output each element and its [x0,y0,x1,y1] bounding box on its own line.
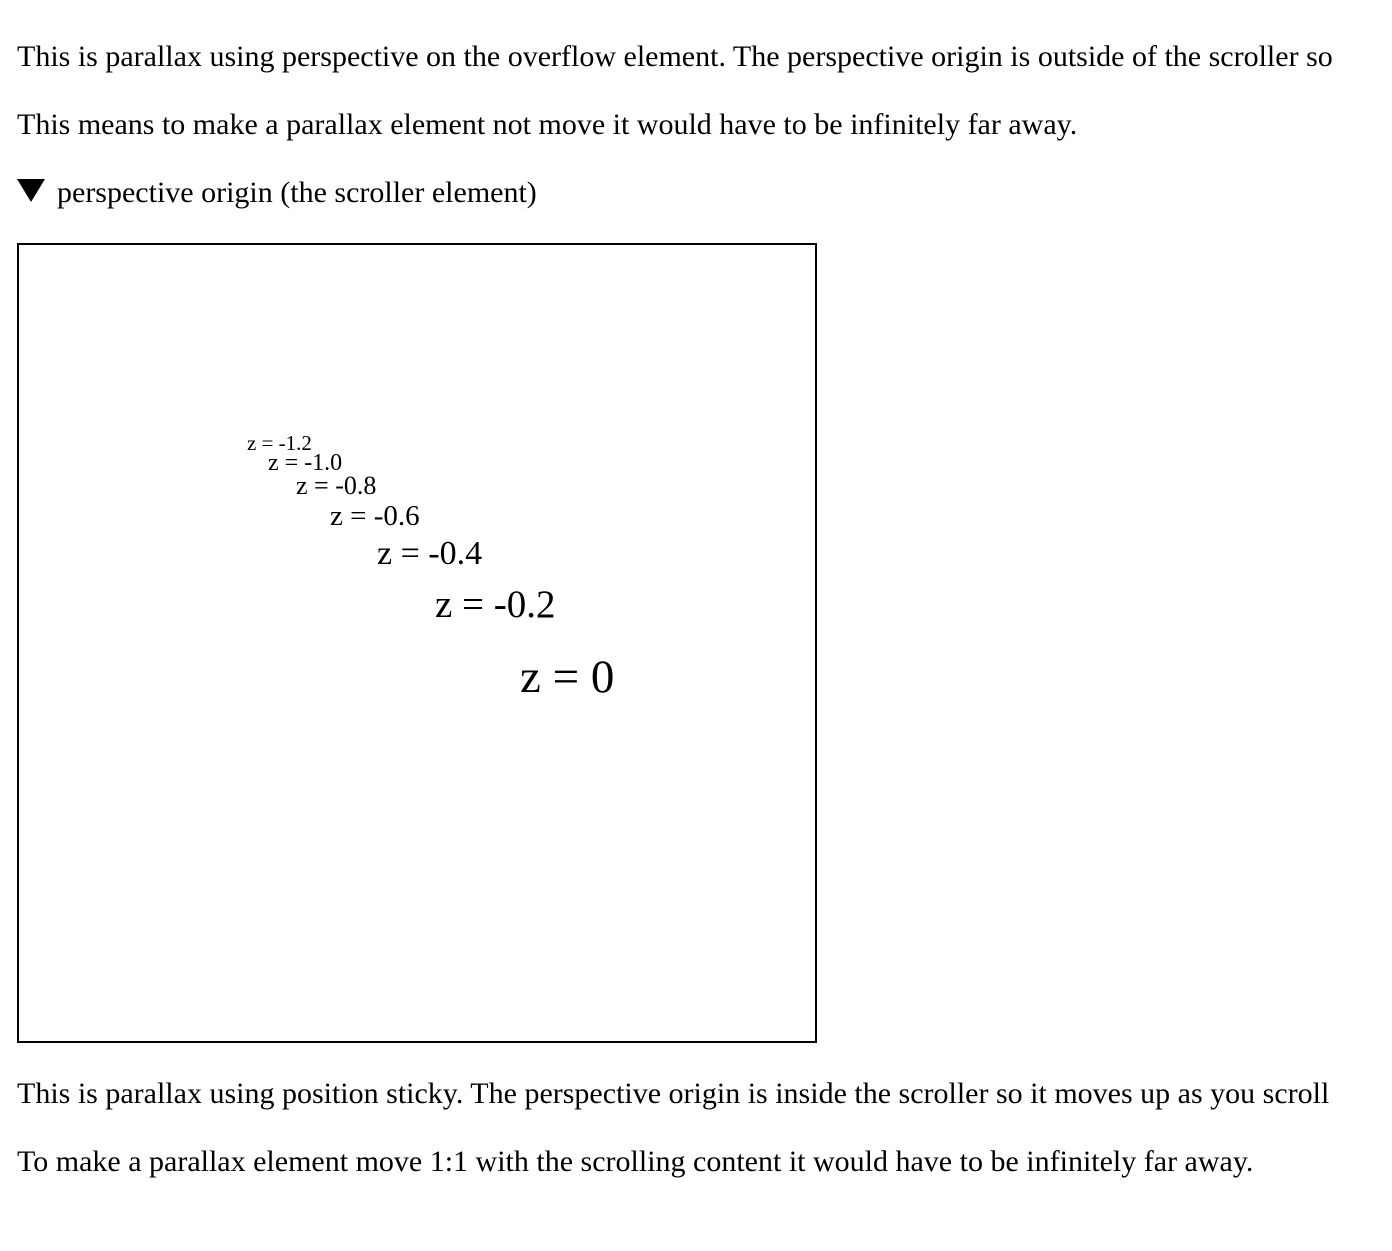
z-label-zero: z = 0 [520,651,615,703]
sticky-note-line: To make a parallax element move 1:1 with the scrolling content it would have to be infinitely far away. [17,1145,1254,1178]
z-label-minus-0-2: z = -0.2 [435,583,556,626]
z-label-minus-0-4: z = -0.4 [377,535,483,572]
perspective-description-line: This is parallax using perspective on the overflow element. The perspective origin is outside of the scroller so [17,40,1333,73]
perspective-note-line: This means to make a parallax element not move it would have to be infinitely far away. [17,108,1078,141]
perspective-origin-marker [17,175,1392,210]
sticky-description-line: This is parallax using position sticky. The perspective origin is inside the scroller so it moves up as you scroll [17,1077,1330,1110]
z-label-minus-0-8: z = -0.8 [296,471,377,500]
z-label-minus-1-0: z = -1.0 [268,450,343,476]
z-label-minus-1-2: z = -1.2 [247,431,312,455]
down-triangle-icon [17,179,45,202]
scroller-box[interactable] [17,243,817,1043]
perspective-origin-label: perspective origin (the scroller element) [57,176,537,209]
z-label-minus-0-6: z = -0.6 [330,500,420,532]
